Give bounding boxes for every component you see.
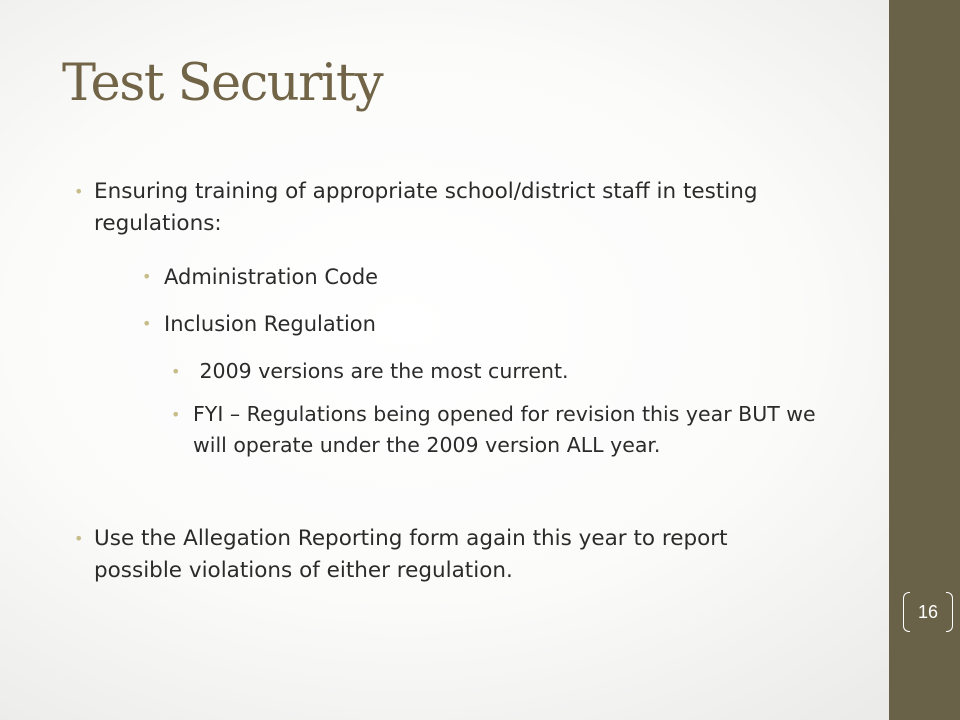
bullet-item-2009-versions	[171, 356, 851, 387]
bullet-item-training	[74, 176, 814, 240]
bullet-text: Inclusion Regulation	[164, 312, 376, 336]
bullet-marker: •	[74, 182, 84, 201]
bullet-text: Ensuring training of appropriate school/district staff in testing regulations:	[94, 179, 758, 236]
bullet-marker: •	[74, 529, 84, 548]
bullet-marker: •	[142, 267, 152, 286]
bullet-item-administration-code	[142, 261, 842, 293]
bullet-item-inclusion-regulation	[142, 308, 842, 340]
bullet-item-allegation-form	[74, 523, 814, 587]
bullet-text: 2009 versions are the most current.	[193, 359, 569, 383]
slide-number-text: 16	[917, 602, 939, 622]
bullet-marker: •	[142, 314, 152, 333]
bullet-text: FYI – Regulations being opened for revision this year BUT we will operate under the 2009 version ALL year.	[193, 402, 816, 457]
slide-number	[903, 592, 953, 634]
bullet-text: Administration Code	[164, 265, 379, 289]
bullet-text: Use the Allegation Reporting form again this year to report possible violations of either regulation.	[94, 526, 728, 583]
bullet-item-fyi	[171, 399, 841, 461]
bullet-marker: •	[171, 405, 181, 424]
bullet-marker: •	[171, 362, 181, 381]
slide-title: Test Security	[62, 54, 383, 113]
